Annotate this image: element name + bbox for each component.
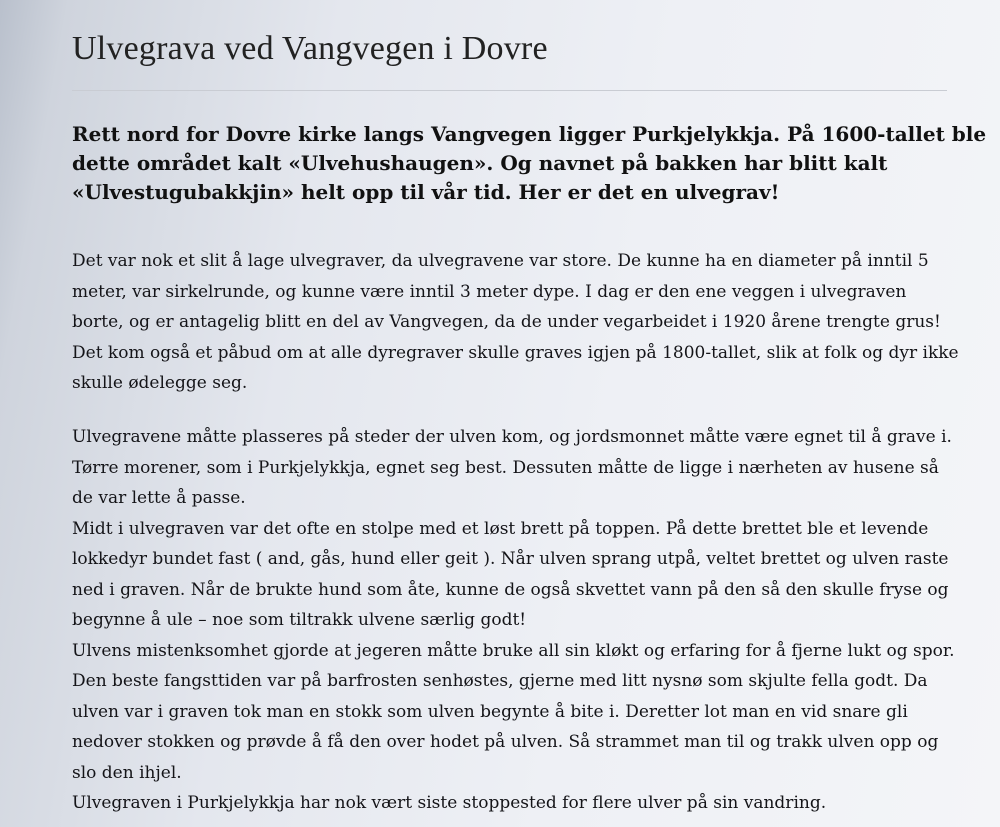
text-line: Ulvegravene måtte plasseres på steder der ulven kom, og jordsmonnet måtte være egnet til å grave i.: [72, 427, 952, 447]
text-line: skulle ødelegge seg.: [72, 373, 248, 393]
paragraph-placement: [72, 422, 972, 819]
text-line: nedover stokken og prøvde å få den over hodet på ulven. Så strammet man til og trakk ulven opp og: [72, 732, 939, 752]
intro-line: «Ulvestugubakkjin» helt opp til vår tid. Her er det en ulvegrav!: [72, 180, 780, 204]
text-line: Den beste fangsttiden var på barfrosten senhøstes, gjerne med litt nysnø som skjulte fella godt. Da: [72, 671, 928, 691]
text-line: meter, var sirkelrunde, og kunne være inntil 3 meter dype. I dag er den ene veggen i ulvegraven: [72, 281, 907, 302]
intro-line: dette området kalt «Ulvehushaugen». Og navnet på bakken har blitt kalt: [72, 151, 888, 175]
text-line: Ulvens mistenksomhet gjorde at jegeren måtte bruke all sin kløkt og erfaring for å fjerne lukt og spor.: [72, 640, 955, 661]
title-divider: [72, 90, 947, 91]
text-line: borte, og er antagelig blitt en del av Vangvegen, da de under vegarbeidet i 1920 årene trengte grus!: [72, 312, 941, 332]
text-line: lokkedyr bundet fast ( and, gås, hund eller geit ). Når ulven sprang utpå, veltet brettet og ulven raste: [72, 549, 949, 569]
paragraph-diameter: [72, 246, 972, 399]
text-line: ned i graven. Når de brukte hund som åte, kunne de også skvettet vann på den så den skulle fryse og: [72, 579, 949, 600]
text-line: ulven var i graven tok man en stokk som ulven begynte å bite i. Deretter lot man en vid snare gli: [72, 701, 908, 722]
text-line: begynne å ule – noe som tiltrakk ulvene særlig godt!: [72, 610, 527, 630]
text-line: de var lette å passe.: [72, 488, 246, 508]
page-title: Ulvegrava ved Vangvegen i Dovre: [72, 30, 548, 67]
text-line: Det var nok et slit å lage ulvegraver, da ulvegravene var store. De kunne ha en diameter på inntil 5: [72, 251, 929, 271]
text-line: Det kom også et påbud om at alle dyregraver skulle graves igjen på 1800-tallet, slik at folk og dyr ikke: [72, 342, 959, 363]
intro-paragraph: [72, 120, 987, 207]
intro-line: Rett nord for Dovre kirke langs Vangvegen ligger Purkjelykkja. På 1600-tallet ble: [72, 122, 987, 146]
text-line: Midt i ulvegraven var det ofte en stolpe med et løst brett på toppen. På dette brettet ble et levende: [72, 518, 929, 539]
text-line: slo den ihjel.: [72, 762, 182, 783]
text-line: Ulvegraven i Purkjelykkja har nok vært siste stoppested for flere ulver på sin vandring.: [72, 793, 827, 813]
text-line: Tørre morener, som i Purkjelykkja, egnet seg best. Dessuten måtte de ligge i nærheten av husene så: [72, 457, 939, 478]
